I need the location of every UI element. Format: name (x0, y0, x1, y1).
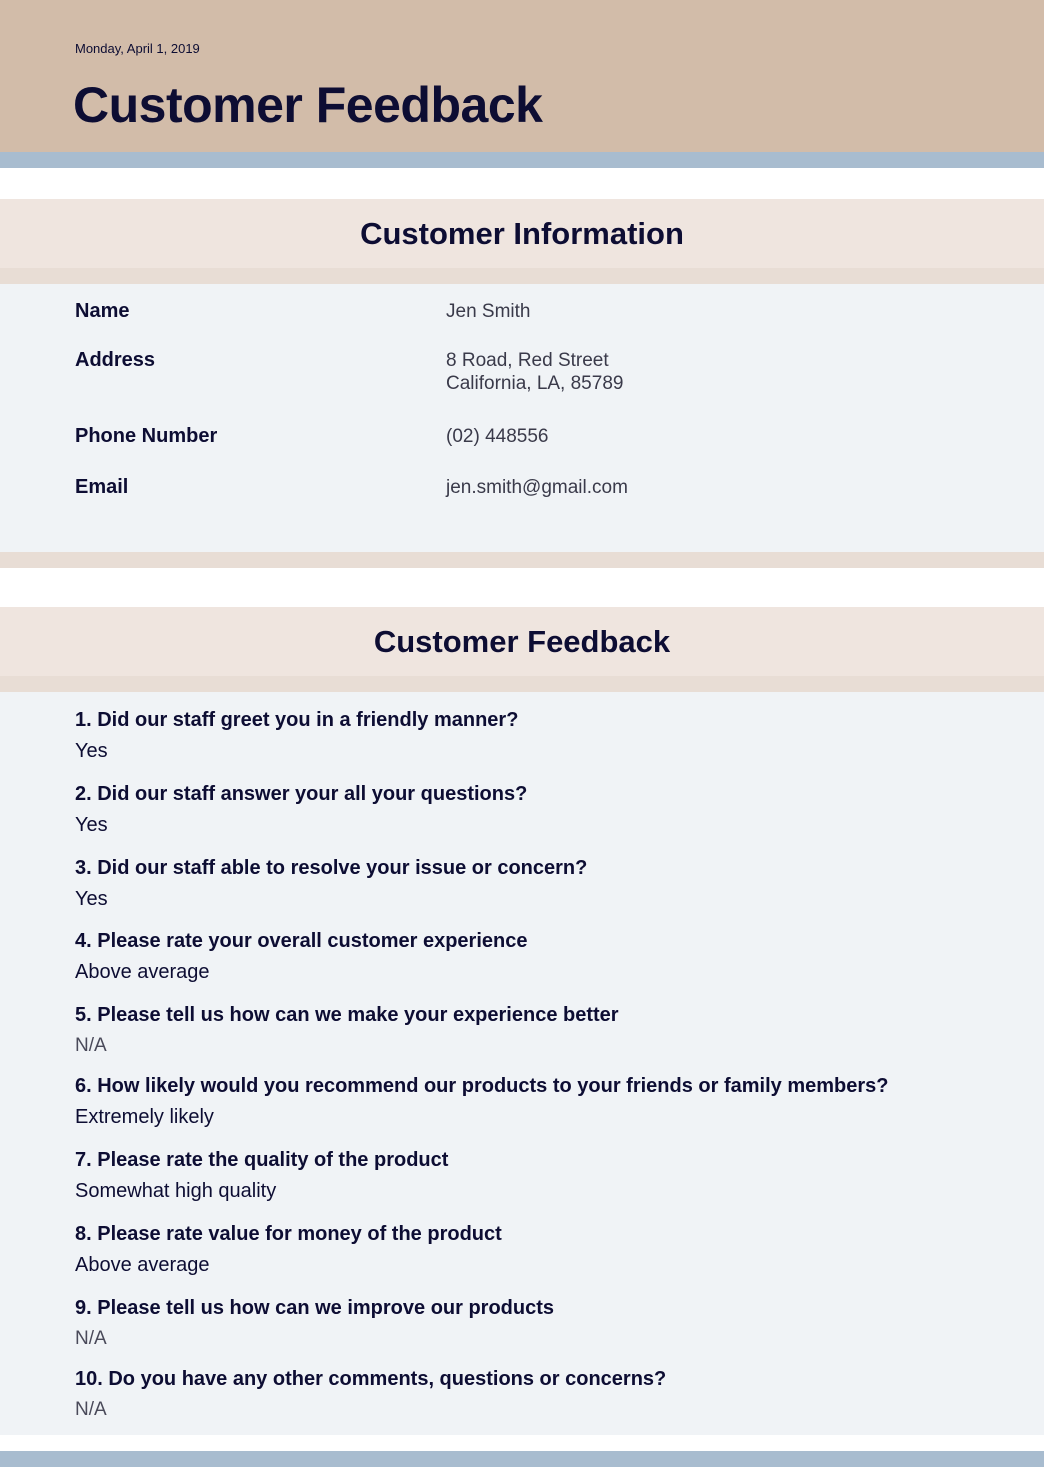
question-item (75, 1296, 1015, 1351)
answer-text: Yes (75, 814, 108, 836)
answer-text: Somewhat high quality (75, 1180, 277, 1202)
info-label: Address (75, 349, 156, 371)
question-item (75, 856, 1015, 911)
question-text: 3. Did our staff able to resolve your issue or concern? (75, 857, 588, 879)
info-value: (02) 448556 (446, 426, 549, 447)
address-line-1: 8 Road, Red Street (446, 350, 609, 371)
header-date: Monday, April 1, 2019 (75, 41, 200, 56)
question-item (75, 782, 1015, 837)
section-divider (0, 268, 1044, 284)
question-item (75, 1074, 1015, 1129)
answer-text: Above average (75, 1254, 210, 1276)
info-value (446, 349, 623, 395)
question-text: 8. Please rate value for money of the product (75, 1223, 502, 1245)
address-line-2: California, LA, 85789 (446, 373, 624, 394)
question-text: 10. Do you have any other comments, questions or concerns? (75, 1368, 667, 1390)
section-divider (0, 676, 1044, 692)
answer-text: N/A (75, 1399, 107, 1420)
question-text: 1. Did our staff greet you in a friendly manner? (75, 709, 519, 731)
answer-text: N/A (75, 1035, 107, 1056)
info-label: Name (75, 300, 130, 322)
question-item (75, 1148, 1015, 1203)
page-title: Customer Feedback (73, 77, 543, 133)
section-divider (0, 552, 1044, 568)
customer-info-heading-band (0, 199, 1044, 268)
info-label: Email (75, 476, 129, 498)
feedback-heading-band (0, 607, 1044, 676)
footer-accent-bar (0, 1451, 1044, 1467)
question-text: 4. Please rate your overall customer experience (75, 930, 528, 952)
question-text: 2. Did our staff answer your all your questions? (75, 783, 528, 805)
question-text: 7. Please rate the quality of the product (75, 1149, 449, 1171)
question-item (75, 1222, 1015, 1277)
answer-text: Extremely likely (75, 1106, 214, 1128)
feedback-body (0, 692, 1044, 1435)
customer-info-body (0, 284, 1044, 552)
info-label: Phone Number (75, 425, 218, 447)
question-text: 5. Please tell us how can we make your experience better (75, 1004, 619, 1026)
info-value: jen.smith@gmail.com (446, 477, 628, 498)
answer-text: Above average (75, 961, 210, 983)
question-item (75, 1003, 1015, 1058)
question-item (75, 708, 1015, 763)
feedback-heading: Customer Feedback (373, 624, 671, 659)
question-text: 9. Please tell us how can we improve our products (75, 1297, 555, 1319)
question-text: 6. How likely would you recommend our products to your friends or family members? (75, 1075, 889, 1097)
question-item (75, 1367, 1015, 1422)
header-accent-bar (0, 152, 1044, 168)
question-item (75, 929, 1015, 984)
customer-info-heading: Customer Information (360, 216, 684, 251)
page-header (0, 0, 1044, 152)
answer-text: Yes (75, 740, 108, 762)
info-value: Jen Smith (446, 301, 531, 322)
answer-text: N/A (75, 1328, 107, 1349)
answer-text: Yes (75, 888, 108, 910)
